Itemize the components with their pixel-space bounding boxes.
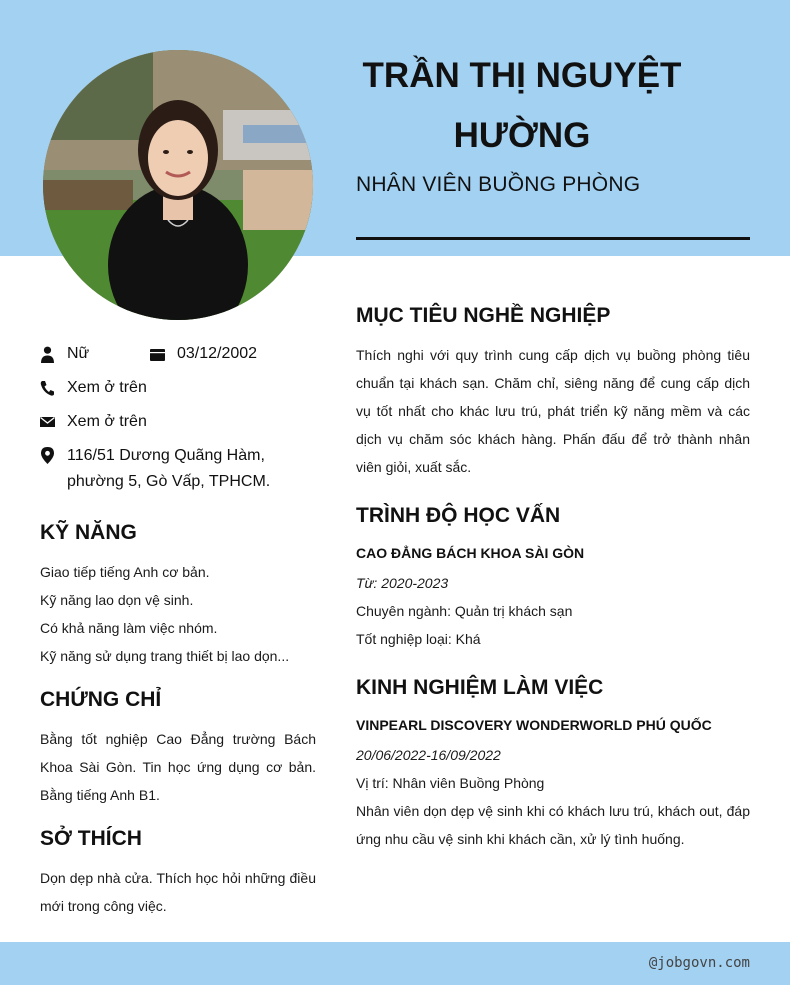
profile-role: NHÂN VIÊN BUỒNG PHÒNG (356, 173, 641, 196)
education-school: CAO ĐẲNG BÁCH KHOA SÀI GÒN (356, 545, 585, 561)
phone-value: Xem ở trên (67, 379, 147, 396)
experience-description: Nhân viên dọn dẹp vệ sinh khi có khách lưu trú, khách out, đáp ứng nhu cầu vệ sinh khi khách cần, xử lý tình huống. (356, 803, 750, 847)
experience-period: 20/06/2022-16/09/2022 (356, 747, 501, 763)
certificates-title: CHỨNG CHỈ (40, 688, 162, 711)
education-grade: Tốt nghiệp loại: Khá (356, 631, 481, 647)
experience-title: KINH NGHIỆM LÀM VIỆC (356, 676, 604, 699)
info-birthday (150, 341, 290, 367)
email-value: Xem ở trên (67, 413, 147, 430)
address-value: 116/51 Dương Quãng Hàm, phường 5, Gò Vấp, TPHCM. (67, 447, 271, 490)
avatar (43, 50, 313, 320)
education-period: Từ: 2020-2023 (356, 575, 449, 591)
profile-name: TRẦN THỊ NGUYỆT HƯỜNG (362, 56, 682, 155)
info-email (40, 409, 290, 435)
experience-position: Vị trí: Nhân viên Buồng Phòng (356, 775, 545, 791)
info-address (40, 443, 320, 497)
skill-item: Giao tiếp tiếng Anh cơ bản. (40, 564, 210, 580)
gender-value: Nữ (67, 345, 90, 362)
skill-item: Kỹ năng sử dụng trang thiết bị lao dọn... (40, 648, 290, 664)
location-pin-icon (40, 447, 55, 464)
objective-title: MỤC TIÊU NGHỀ NGHIỆP (356, 304, 611, 327)
info-phone (40, 375, 290, 401)
hobbies-title: SỞ THÍCH (40, 827, 142, 850)
birthday-value: 03/12/2002 (177, 345, 258, 362)
skills-title: KỸ NĂNG (40, 521, 137, 544)
objective-text: Thích nghi với quy trình cung cấp dịch vụ buồng phòng tiêu chuẩn tại khách sạn. Chăm chỉ, siêng năng để cung cấp dịch vụ tốt nhất cho khác lưu trú, phát triển kỹ năng mềm và các dịch vụ chăm sóc khách hàng. Phấn đấu để trở thành nhân viên giỏi, xuất sắc. (356, 347, 750, 475)
skill-item: Kỹ năng lao dọn vệ sinh. (40, 592, 194, 608)
education-title: TRÌNH ĐỘ HỌC VẤN (356, 504, 561, 527)
certificates-text: Bằng tốt nghiệp Cao Đẳng trường Bách Khoa Sài Gòn. Tin học ứng dụng cơ bản. Bằng tiếng Anh B1. (40, 731, 316, 803)
person-icon (40, 346, 55, 363)
envelope-icon (40, 416, 55, 433)
footer-watermark: @jobgovn.com (648, 955, 750, 971)
skill-item: Có khả năng làm việc nhóm. (40, 620, 218, 636)
header-divider (356, 237, 750, 240)
phone-icon (40, 380, 55, 397)
calendar-icon (150, 347, 165, 364)
experience-company: VINPEARL DISCOVERY WONDERWORLD PHÚ QUỐC (356, 717, 712, 733)
hobbies-text: Dọn dẹp nhà cửa. Thích học hỏi những điều mới trong công việc. (40, 870, 316, 914)
education-major: Chuyên ngành: Quản trị khách sạn (356, 603, 573, 619)
